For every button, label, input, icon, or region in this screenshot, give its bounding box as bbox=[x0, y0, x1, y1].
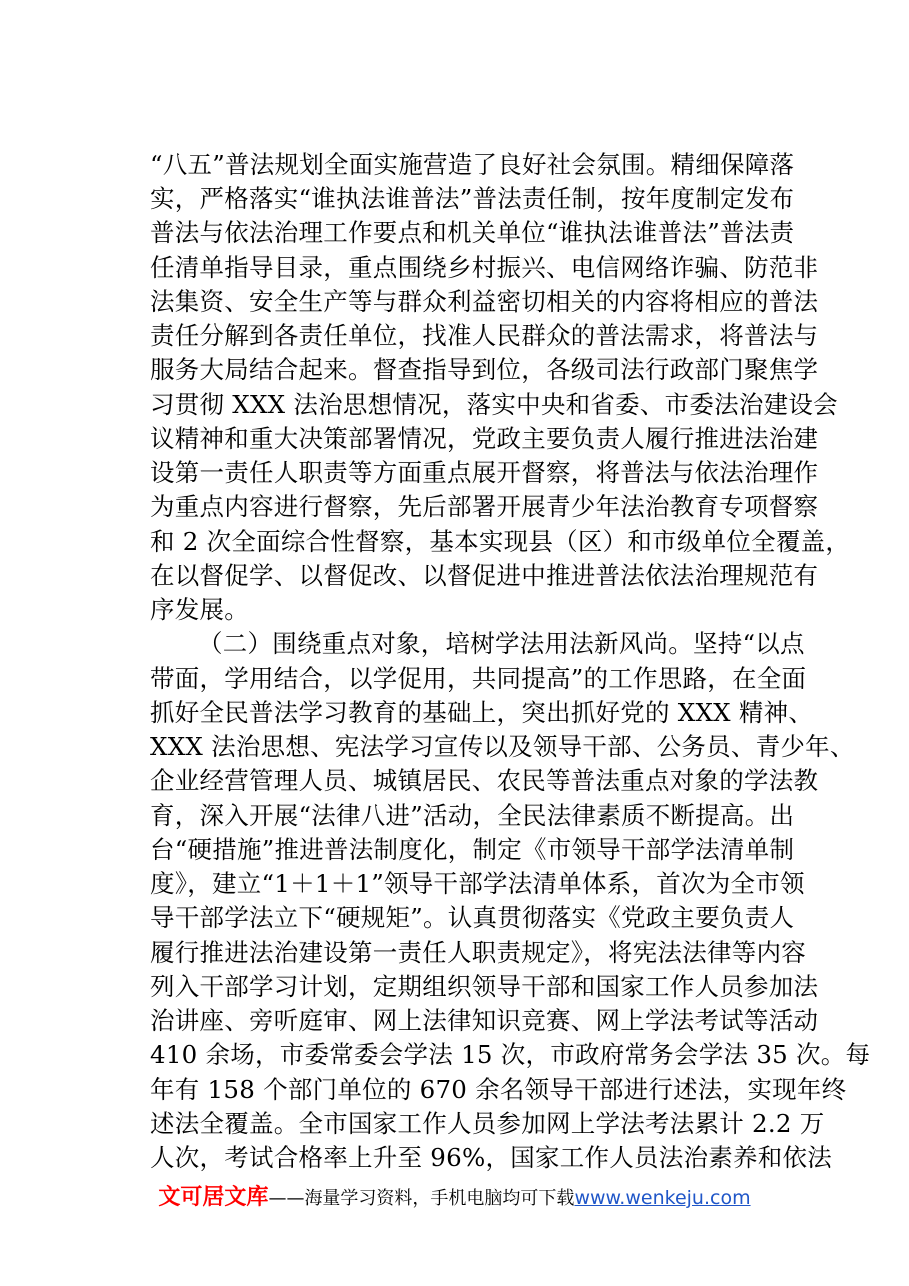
section-heading-line: （二）围绕重点对象，培树学法用法新风尚。坚持“以点 bbox=[198, 629, 805, 658]
paragraph-line: 育，深入开展“法律八进”活动，全民法律素质不断提高。出 bbox=[150, 801, 795, 830]
paragraph-line: 任清单指导目录，重点围绕乡村振兴、电信网络诈骗、防范非 bbox=[150, 253, 819, 282]
paragraph-line: 抓好全民普法学习教育的基础上，突出抓好党的 XXX 精神、 bbox=[150, 698, 814, 727]
footer-brand: 文可居文库 bbox=[158, 1185, 269, 1210]
paragraph-line: 实，严格落实“谁执法谁普法”普法责任制，按年度制定发布 bbox=[150, 184, 795, 213]
paragraph-line: 台“硬措施”推进普法制度化，制定《市领导干部学法清单制 bbox=[150, 835, 795, 864]
paragraph-line: 普法与依法治理工作要点和机关单位“谁执法谁普法”普法责 bbox=[150, 218, 795, 247]
paragraph-line: 习贯彻 XXX 法治思想情况，落实中央和省委、市委法治建设会 bbox=[150, 390, 838, 419]
paragraph-line: 在以督促学、以督促改、以督促进中推进普法依法治理规范有 bbox=[150, 561, 819, 590]
paragraph-line: 人次，考试合格率上升至 96%，国家工作人员法治素养和依法 bbox=[150, 1143, 832, 1172]
paragraph-line: 410 余场，市委常委会学法 15 次，市政府常务会学法 35 次。每 bbox=[150, 1040, 871, 1069]
footer-website-link[interactable]: www.wenkeju.com bbox=[574, 1187, 751, 1209]
page-footer bbox=[0, 1178, 909, 1218]
paragraph-line: 议精神和重大决策部署情况，党政主要负责人履行推进法治建 bbox=[150, 424, 819, 453]
paragraph-line: 序发展。 bbox=[150, 595, 249, 624]
paragraph-line: XXX 法治思想、宪法学习宣传以及领导干部、公务员、青少年、 bbox=[150, 732, 855, 761]
paragraph-line: 治讲座、旁听庭审、网上法律知识竞赛、网上学法考试等活动 bbox=[150, 1006, 819, 1035]
paragraph-line: 设第一责任人职责等方面重点展开督察，将普法与依法治理作 bbox=[150, 458, 819, 487]
paragraph-line: 导干部学法立下“硬规矩”。认真贯彻落实《党政主要负责人 bbox=[150, 903, 795, 932]
paragraph-line: 年有 158 个部门单位的 670 余名领导干部进行述法，实现年终 bbox=[150, 1075, 847, 1104]
footer-slogan: ——海量学习资料，手机电脑均可下载 bbox=[268, 1188, 575, 1209]
paragraph-line: 列入干部学习计划，定期组织领导干部和国家工作人员参加法 bbox=[150, 972, 819, 1001]
paragraph-line: 责任分解到各责任单位，找准人民群众的普法需求，将普法与 bbox=[150, 321, 819, 350]
paragraph-line: 为重点内容进行督察，先后部署开展青少年法治教育专项督察 bbox=[150, 492, 819, 521]
paragraph-line: 带面，学用结合，以学促用，共同提高”的工作思路，在全面 bbox=[150, 664, 807, 693]
paragraph-line: 述法全覆盖。全市国家工作人员参加网上学法考法累计 2.2 万 bbox=[150, 1109, 825, 1138]
paragraph-line: 度》，建立“1＋1＋1”领导干部学法清单体系，首次为全市领 bbox=[150, 869, 805, 898]
paragraph-line: 和 2 次全面综合性督察，基本实现县（区）和市级单位全覆盖， bbox=[150, 527, 851, 556]
paragraph-line: 法集资、安全生产等与群众利益密切相关的内容将相应的普法 bbox=[150, 287, 819, 316]
paragraph-line: 企业经营管理人员、城镇居民、农民等普法重点对象的学法教 bbox=[150, 766, 819, 795]
paragraph-line: 履行推进法治建设第一责任人职责规定》，将宪法法律等内容 bbox=[150, 938, 806, 967]
paragraph-line: “八五”普法规划全面实施营造了良好社会氛围。精细保障落 bbox=[150, 150, 795, 179]
paragraph-line: 服务大局结合起来。督查指导到位，各级司法行政部门聚焦学 bbox=[150, 355, 819, 384]
